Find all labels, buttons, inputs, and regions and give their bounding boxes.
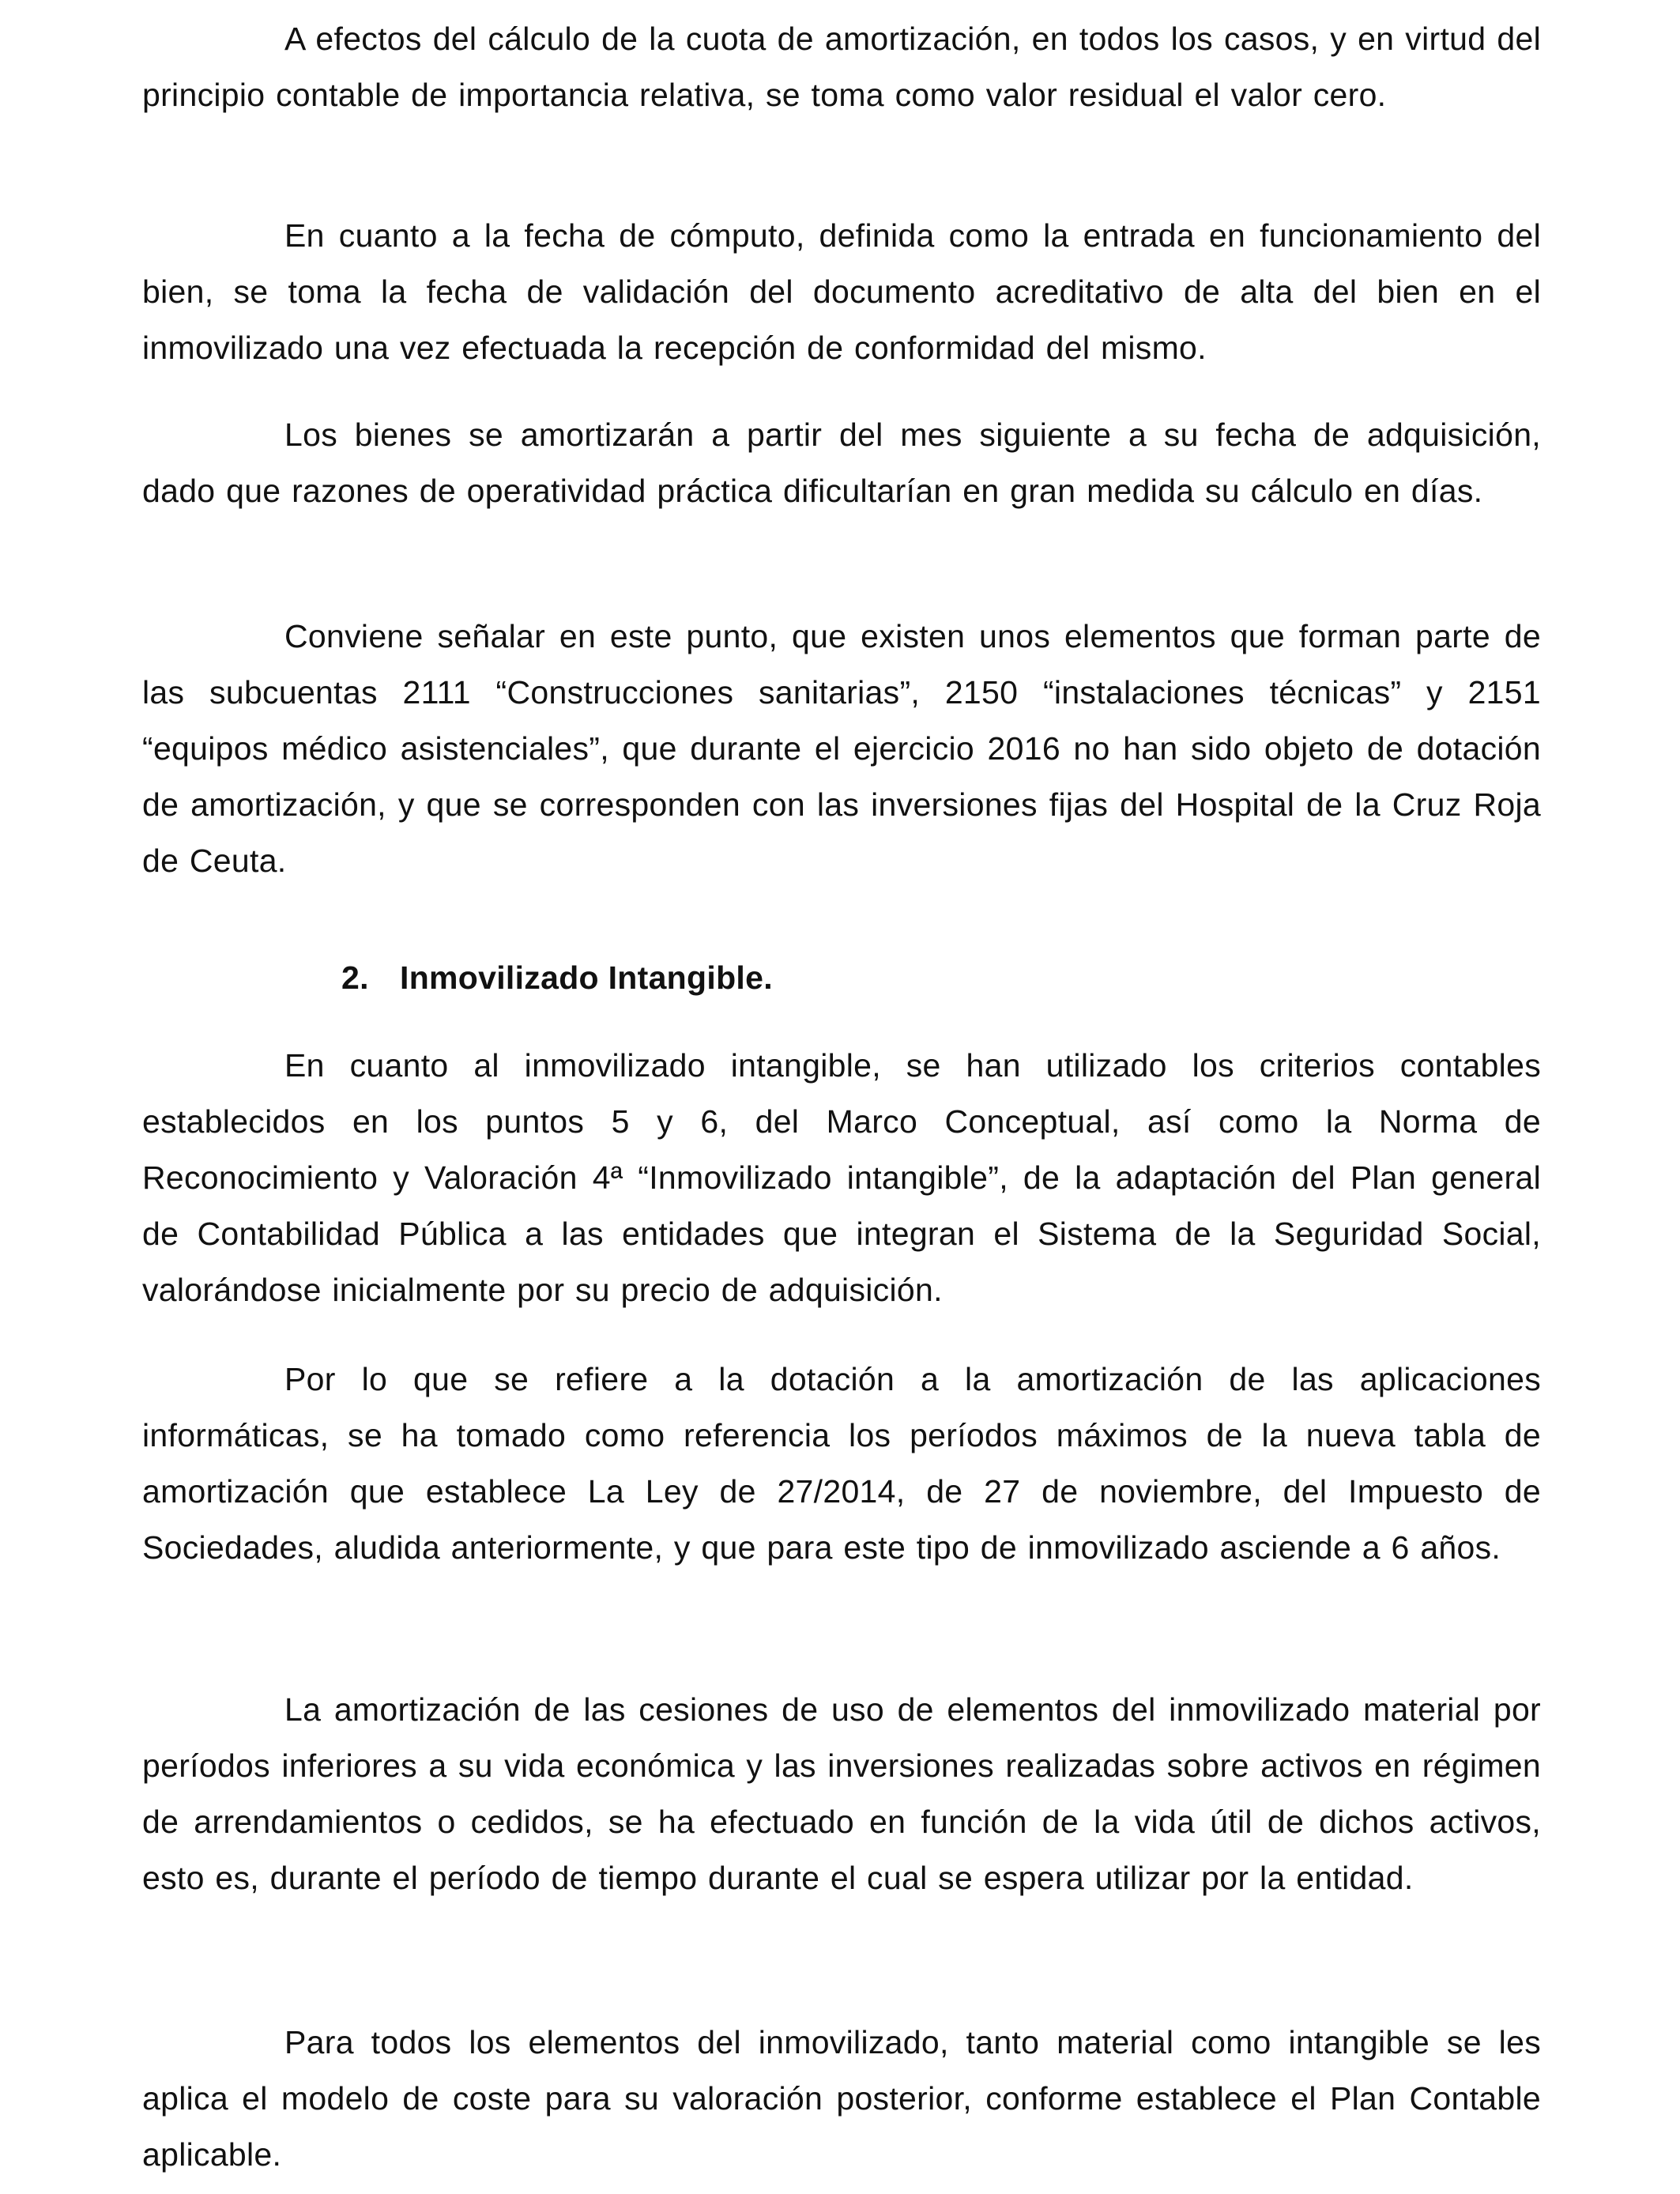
- paragraph-cost-model: Para todos los elementos del inmovilizado, tanto material como intangible se les aplica el modelo de coste para su valoración posterior, conforme establece el Plan Contable aplicable.: [142, 2024, 1541, 2173]
- paragraph-residual-value: A efectos del cálculo de la cuota de amortización, en todos los casos, y en virtud del principio contable de importancia relativa, se toma como valor residual el valor cero.: [142, 21, 1541, 113]
- section-number: 2.: [341, 959, 369, 996]
- paragraph-usage-cessions: La amortización de las cesiones de uso de elementos del inmovilizado material por períodos inferiores a su vida económica y las inversiones realizadas sobre activos en régimen de arrendamientos o cedidos, se ha efectuado en función de la vida útil de dichos activos, esto es, durante el período de tiempo durante el cual se espera utilizar por la entidad.: [142, 1691, 1541, 1896]
- paragraph-amortization-start: Los bienes se amortizarán a partir del mes siguiente a su fecha de adquisición, dado que razones de operatividad práctica dificultarían en gran medida su cálculo en días.: [142, 417, 1541, 509]
- section-title: Inmovilizado Intangible.: [400, 959, 773, 996]
- paragraph-software-amortization: Por lo que se refiere a la dotación a la amortización de las aplicaciones informáticas, se ha tomado como referencia los períodos máximos de la nueva tabla de amortización que establece La Ley de 27/2014, de 27 de noviembre, del Impuesto de Sociedades, aludida anteriormente, y que para este tipo de inmovilizado asciende a 6 años.: [142, 1361, 1541, 1566]
- section-heading: [341, 950, 773, 1006]
- paragraph-subaccounts-note: Conviene señalar en este punto, que existen unos elementos que forman parte de las subcuentas 2111 “Construcciones sanitarias”, 2150 “instalaciones técnicas” y 2151 “equipos médico asistenciales”, que durante el ejercicio 2016 no han sido objeto de dotación de amortización, y que se corresponden con las inversiones fijas del Hospital de la Cruz Roja de Ceuta.: [142, 618, 1541, 879]
- paragraph-intangible-criteria: En cuanto al inmovilizado intangible, se han utilizado los criterios contables establecidos en los puntos 5 y 6, del Marco Conceptual, así como la Norma de Reconocimiento y Valoración 4ª “Inmovilizado intangible”, de la adaptación del Plan general de Contabilidad Pública a las entidades que integran el Sistema de la Seguridad Social, valorándose inicialmente por su precio de adquisición.: [142, 1047, 1541, 1308]
- paragraph-computation-date: En cuanto a la fecha de cómputo, definida como la entrada en funcionamiento del bien, se toma la fecha de validación del documento acreditativo de alta del bien en el inmovilizado una vez efectuada la recepción de conformidad del mismo.: [142, 217, 1541, 366]
